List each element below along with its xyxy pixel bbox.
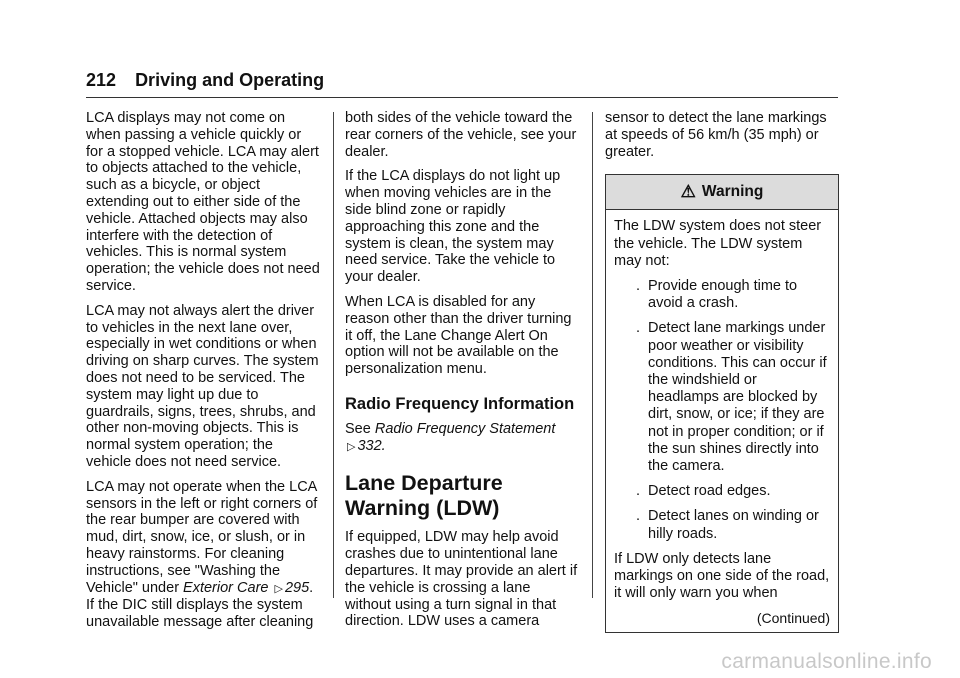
paragraph: If equipped, LDW may help avoid crashes due to unintentional lane departures. It may provide an alert if the vehicle is crossing a lane without using a turn signal in that direction. LDW uses a camera (345, 529, 578, 630)
warning-outro: If LDW only detects lane markings on one side of the road, it will only warn you when (614, 550, 830, 602)
page-number: 212 (86, 70, 117, 90)
warning-header (606, 175, 838, 210)
page-ref[interactable]: 332 (357, 437, 382, 454)
continued-label: (Continued) (756, 610, 830, 627)
warning-body (606, 210, 838, 631)
heading-lane-departure-warning: Lane Departure Warning (LDW) (345, 471, 503, 521)
page-ref-icon: ▷ (347, 440, 356, 453)
exterior-care-link[interactable]: Exterior Care (183, 579, 269, 596)
bullet-icon: . (635, 320, 640, 337)
page-header (86, 70, 838, 98)
column-2 (345, 110, 579, 638)
watermark: carmanualsonline.info (721, 650, 932, 673)
bullet-icon: . (635, 508, 640, 525)
column-divider (333, 112, 334, 598)
warning-box (605, 174, 839, 632)
paragraph: LCA displays may not come on when passing a vehicle quickly or for a stopped vehicle. LCA may alert to objects attached to the vehicle, such as a bicycle, or object extending out to either side of the vehicle. Attached objects may also interfere with the detection of vehicles. This is normal system operation; the vehicle does not need service. (86, 110, 320, 294)
column-divider (592, 112, 593, 598)
warning-intro: The LDW system does not steer the vehicle. The LDW system may not: (614, 218, 822, 269)
page-ref-icon: ▷ (274, 582, 283, 595)
warning-list (614, 278, 830, 543)
paragraph: If the LCA displays do not light up when moving vehicles are in the side blind zone or rapidly approaching this zone and the system is clean, the system may need service. Take the vehicle to your dealer. (345, 168, 561, 286)
column-3 (605, 110, 839, 633)
bullet-icon: . (635, 483, 640, 500)
warning-icon: ⚠ (680, 181, 696, 201)
list-item: . Provide enough time to avoid a crash. (614, 278, 830, 312)
paragraph: LCA may not operate when the LCA sensors in the left or right corners of the rear bumper are covered with mud, dirt, snow, ice, or slush, or in heavy rainstorms. For cleaning instructions, see "Washing the Vehicle" under Exterior Care ▷ 295. If the DIC still displays the system unavailable message after cleaning (86, 478, 318, 631)
bullet-icon: . (635, 278, 640, 294)
section-title: Driving and Operating (135, 70, 325, 90)
list-item: . Detect lane markings under poor weather or visibility conditions. This can occur if the windshield or headlamps are blocked by dirt, snow, or ice; if they are not in proper condition; or if the sun shines directly into the camera. (614, 320, 830, 475)
paragraph: sensor to detect the lane markings at speeds of 56 km/h (35 mph) or greater. (605, 110, 827, 160)
paragraph: LCA may not always alert the driver to vehicles in the next lane over, especially in wet conditions or when driving on sharp curves. The system does not need to be serviced. The system may light up due to guardrails, signs, trees, shrubs, and other non-moving objects. This is normal system operation; the vehicle does not need service. (86, 302, 319, 470)
paragraph: both sides of the vehicle toward the rear corners of the vehicle, see your dealer. (345, 110, 577, 160)
page-ref[interactable]: 295 (284, 579, 310, 596)
heading-radio-frequency: Radio Frequency Information (345, 394, 575, 413)
radio-frequency-link[interactable]: Radio Frequency Statement (374, 420, 556, 437)
list-item: . Detect road edges. (614, 483, 830, 500)
column-1 (86, 110, 322, 639)
list-item: . Detect lanes on winding or hilly roads. (614, 508, 830, 542)
warning-title: Warning (701, 182, 764, 200)
paragraph: See Radio Frequency Statement ▷ 332. (345, 420, 556, 454)
paragraph: When LCA is disabled for any reason other than the driver turning it off, the Lane Change Alert On option will not be available on the personalization menu. (345, 293, 572, 378)
